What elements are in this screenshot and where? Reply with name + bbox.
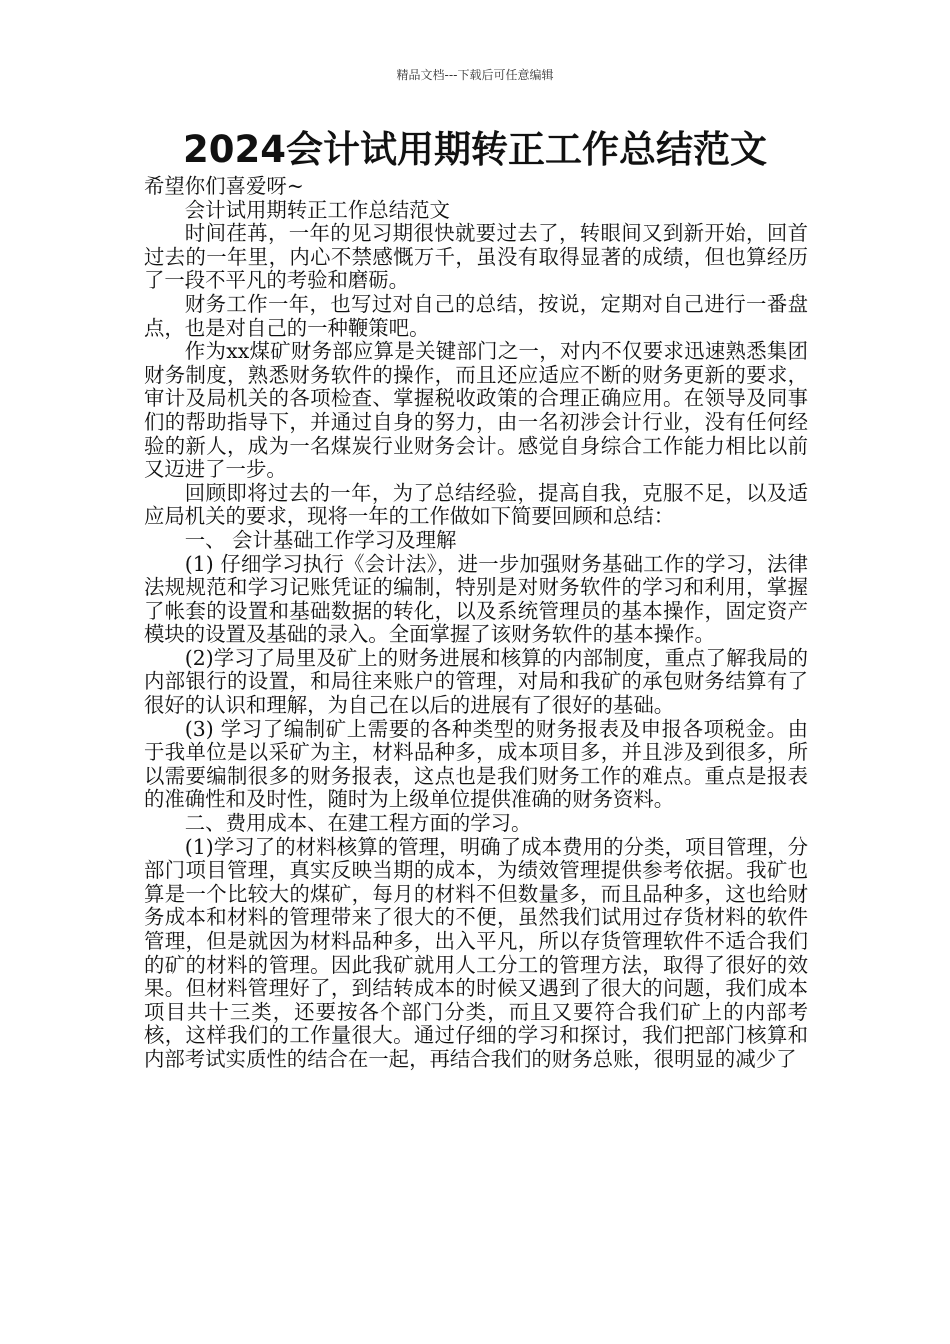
greeting-line: 希望你们喜爱呀~ xyxy=(144,174,304,198)
body-paragraph: (3) 学习了编制矿上需要的各种类型的财务报表及申报各项税金。由于我单位是以采矿为主，材料品种多，成本项目多，并且涉及到很多，所以需要编制很多的财务报表，这点也是我们财务工作的难点。重点是报表的准确性和及时性，随时为上级单位提供准确的财务资料。 xyxy=(144,716,808,812)
section-heading: 一、 会计基础工作学习及理解 xyxy=(184,527,457,552)
body-paragraph: 作为xx煤矿财务部应算是关键部门之一，对内不仅要求迅速熟悉集团财务制度，熟悉财务软件的操作，而且还应适应不断的财务更新的要求，审计及局机关的各项检查、掌握税收政策的合理正确应用。在领导及同事们的帮助指导下，并通过自身的努力，由一名初涉会计行业，没有任何经验的新人，成为一名煤炭行业财务会计。感觉自身综合工作能力相比以前又迈进了一步。 xyxy=(144,339,808,482)
body-paragraph: 财务工作一年，也写过对自己的总结，按说，定期对自己进行一番盘点，也是对自己的一种鞭策吧。 xyxy=(144,291,808,340)
section-heading: 二、费用成本、在建工程方面的学习。 xyxy=(184,811,532,836)
body-paragraph: 回顾即将过去的一年，为了总结经验，提高自我，克服不足，以及适应局机关的要求，现将一年的工作做如下简要回顾和总结： xyxy=(144,480,808,529)
body-paragraph: (1) 仔细学习执行《会计法》，进一步加强财务基础工作的学习，法律法规规范和学习记账凭证的编制，特别是对财务软件的学习和利用，掌握了帐套的设置和基础数据的转化，以及系统管理员的基本操作，固定资产模块的设置及基础的录入。全面掌握了该财务软件的基本操作。 xyxy=(144,551,808,647)
document-body xyxy=(144,175,808,1072)
body-paragraph: (1)学习了的材料核算的管理，明确了成本费用的分类，项目管理，分部门项目管理，真实反映当期的成本，为绩效管理提供参考依据。我矿也算是一个比较大的煤矿，每月的材料不但数量多，而且品种多，这也给财务成本和材料的管理带来了很大的不便，虽然我们试用过存货材料的软件管理，但是就因为材料品种多，出入平凡，所以存货管理软件不适合我们的矿的材料的管理。因此我矿就用人工分工的管理方法，取得了很好的效果。但材料管理好了，到结转成本的时候又遇到了很大的问题，我们成本项目共十三类，还要按各个部门分类，而且又要符合我们矿上的内部考核，这样我们的工作量很大。通过仔细的学习和探讨，我们把部门核算和内部考试实质性的结合在一起，再结合我们的财务总账，很明显的减少了 xyxy=(144,834,808,1071)
document-title: 2024会计试用期转正工作总结范文 xyxy=(183,128,767,171)
subtitle-paragraph: 会计试用期转正工作总结范文 xyxy=(184,197,450,222)
body-paragraph: (2)学习了局里及矿上的财务进展和核算的内部制度，重点了解我局的内部银行的设置，和局往来账户的管理，对局和我矿的承包财务结算有了很好的认识和理解，为自己在以后的进展有了很好的基础。 xyxy=(144,645,808,718)
header-note: 精品文档---下载后可任意编辑 xyxy=(396,68,554,82)
body-paragraph: 时间荏苒，一年的见习期很快就要过去了，转眼间又到新开始，回首过去的一年里，内心不禁感慨万千，虽没有取得显著的成绩，但也算经历了一段不平凡的考验和磨砺。 xyxy=(144,221,808,293)
